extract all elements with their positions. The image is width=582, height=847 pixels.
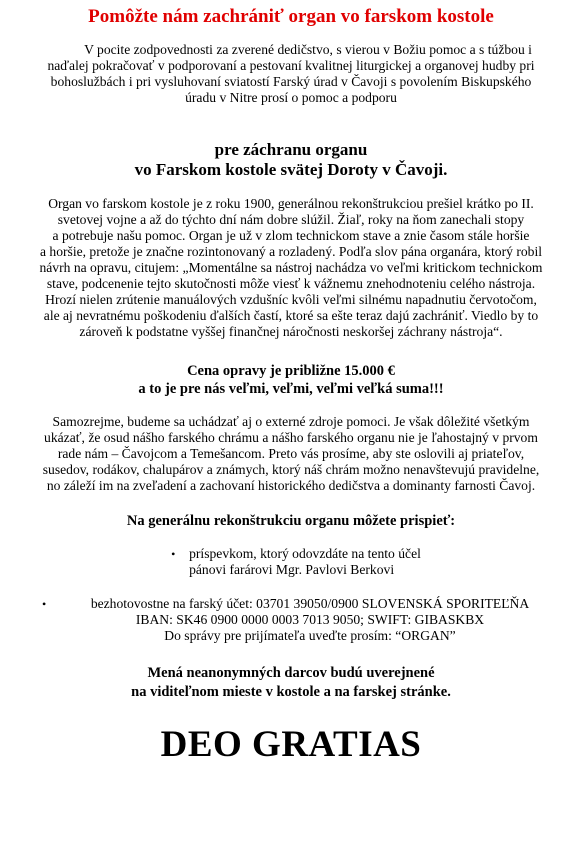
body-line: návrh na opravu, citujem: „Momentálne sa nástroj nachádza vo veľmi kritickom technickom — [39, 260, 543, 275]
body-line: rade nám – Čavojcom a Temešancom. Preto vás prosíme, aby ste oslovili aj priateľov, — [57, 446, 525, 461]
body-line: Hrozí nielen zrútenie manuálových vzdušníc kvôli veľmi silnému napadnutiu červotočom, — [45, 292, 537, 307]
purpose-heading-line: pre záchranu organu — [214, 140, 368, 159]
bank-account-line: bezhotovostne na farský účet: 03701 39050/0900 SLOVENSKÁ SPORITEĽŇA — [90, 596, 530, 611]
body-line: susedov, rodákov, chalupárov a známych, ktorý náš chrám možno nenavštevujú pravidelne, — [42, 462, 540, 477]
body-line: no záleží im na zveľadení a zachovaní historického dedičstva a dominanty farnosti Čavoj. — [46, 478, 536, 493]
body-line: ukázať, že osud nášho farského chrámu a nášho farského organu nie je ľahostajný v prvom — [44, 430, 538, 445]
page-title: Pomôžte nám zachrániť organ vo farskom kostole — [88, 6, 494, 27]
option-line: pánovi farárovi Mgr. Pavlovi Berkovi — [189, 562, 395, 577]
body-line: Organ vo farskom kostole je z roku 1900, generálnou rekonštrukciou prešiel krátko po II. — [48, 196, 534, 211]
purpose-heading — [8, 140, 574, 180]
purpose-heading-line: vo Farskom kostole svätej Doroty v Čavoji. — [134, 160, 448, 179]
payment-note-line: Do správy pre prijímateľa uveďte prosím: “ORGAN” — [164, 628, 456, 643]
intro-line: naďalej pokračovať v podporovaní a pestovaní kvalitnej liturgickej a organovej hudby pri — [47, 58, 535, 73]
price-line: Cena opravy je približne 15.000 € — [187, 363, 395, 379]
body-line: Samozrejme, budeme sa uchádzať aj o externé zdroje pomoci. Je však dôležité všetkým — [52, 414, 530, 429]
iban-line: IBAN: SK46 0900 0000 0003 7013 9050; SWIFT: GIBASKBX — [135, 612, 485, 627]
names-line: Mená neanonymných darcov budú uverejnené — [147, 665, 435, 681]
body-line: stave, podcenenie tejto skutočnosti môže viesť k vážnemu znehodnoteniu celého nástroja. — [46, 276, 536, 291]
contribution-heading: Na generálnu rekonštrukciu organu môžete prispieť: — [126, 513, 456, 529]
intro-line: V pocite zodpovednosti za zverené dedičstvo, s vierou v Božiu pomoc a s túžbou i — [84, 42, 532, 57]
body-line: a horšie, pretože je značne rozintonovaný a rozladený. Podľa slov pána organára, ktorý robil — [39, 244, 542, 259]
body-line: ale aj nevratnému poškodeniu ďalších častí, ktoré sa ešte teraz dajú zachrániť. Viedlo by to — [43, 308, 539, 323]
bullet-icon: • — [42, 597, 47, 611]
body-line: zároveň k podstatne vyššej finančnej náročnosti neskoršej záchrany nástroja“. — [79, 324, 503, 339]
contribution-option-cash — [8, 546, 574, 578]
body-line: a potrebuje našu pomoc. Organ je už v zlom technickom stave a znie časom stále horšie — [52, 228, 530, 243]
names-line: na viditeľnom mieste v kostole a na farskej stránke. — [131, 684, 451, 700]
intro-line: úradu v Nitre prosí o pomoc a podporu — [185, 90, 397, 105]
intro-paragraph — [8, 42, 574, 106]
bullet-icon: • — [171, 547, 176, 561]
closing-text: DEO GRATIAS — [160, 724, 422, 765]
contribution-option-bank — [8, 596, 574, 644]
intro-line: bohoslužbách i pri vysluhovaní sviatostí Farský úrad v Čavoji s povolením Biskupského — [50, 74, 532, 89]
appeal-paragraph — [8, 414, 574, 494]
option-line: príspevkom, ktorý odovzdáte na tento účel — [189, 546, 421, 561]
repair-price — [8, 362, 574, 398]
body-line: svetovej vojne a až do týchto dní nám dobre slúžil. Žiaľ, roky na ňom zanechali stopy — [57, 212, 525, 227]
donor-names-note — [8, 664, 574, 702]
organ-condition-paragraph — [8, 196, 574, 340]
price-line: a to je pre nás veľmi, veľmi, veľmi veľká suma!!! — [138, 381, 444, 397]
